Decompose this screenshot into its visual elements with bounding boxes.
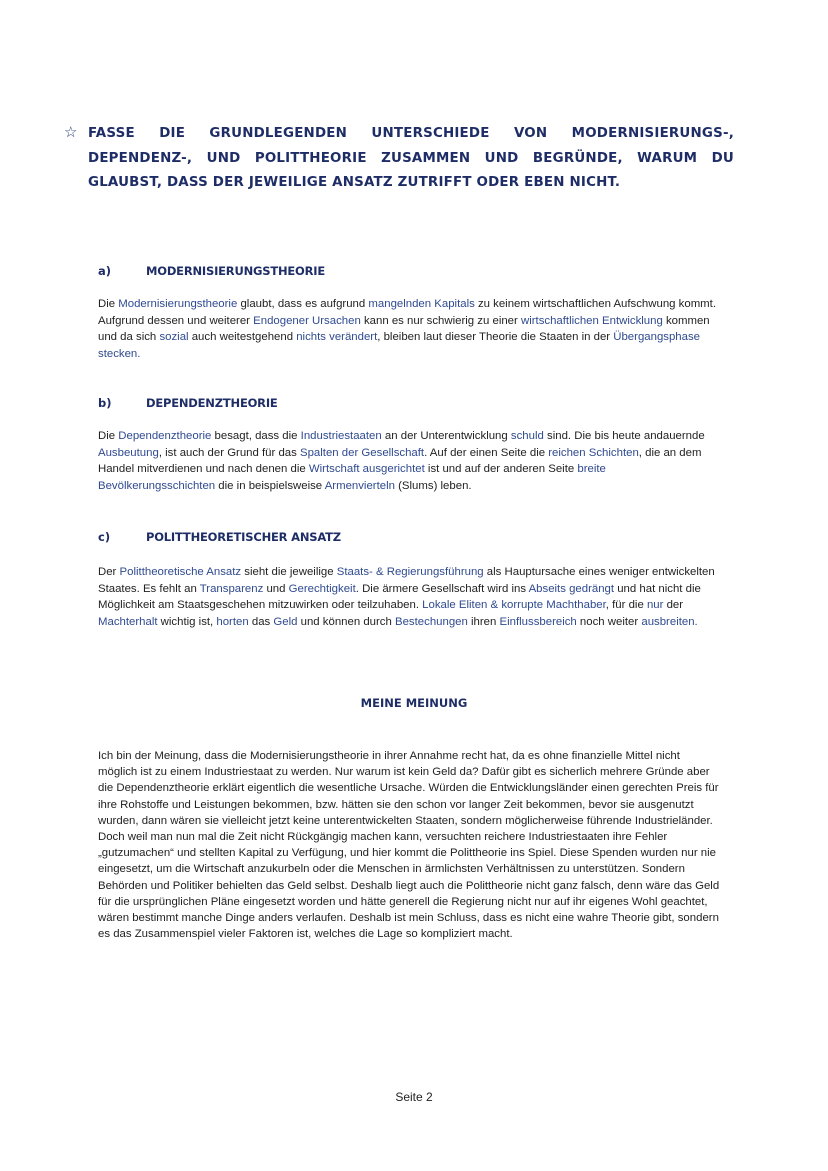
keyword: Industriestaaten (300, 430, 382, 442)
text-run: zu keinem wirtschaftlichen Aufschwung kommt. Aufgrund dessen und weiterer (98, 298, 716, 327)
text-run: besagt, dass die (211, 430, 301, 442)
keyword: Machterhalt (98, 615, 158, 628)
text-run: (Slums) leben. (394, 479, 472, 492)
text-run: an der Unterentwicklung (381, 430, 511, 442)
keyword: Spalten der Gesellschaft (300, 446, 425, 459)
section-letter: b) (98, 396, 112, 410)
opinion-paragraph: Ich bin der Meinung, dass die Modernisierungstheorie in ihrer Annahme recht hat, da es ohne finanzielle Mittel nicht möglich ist zu einem Industriestaat zu werden. Nur warum ist kein Geld da? Dafür gibt es sicherlich mehrere Gründe aber die Dependenztheorie erklärt eigentlich die wesentliche Ursache. Würden die Entwicklungsländer einen gerechten Preis für ihre Rohstoffe und Leistungen bekommen, bzw. hätten sie den schon vor langer Zeit bekommen, bevor sie ausgenutzt wurden, dann wären sie vielleicht jetzt keine unterentwickelten Staaten, sondern möglicherweise führende Industrieländer. Doch weil man nun mal die Zeit nicht Rückgängig machen kann, versuchten reichere Industriestaaten ihre Fehler „gutzumachen“ und stellten Kapital zu Verfügung, und hier kommt die Polittheorie ins Spiel. Diese Spenden wurden nur nie eingesetzt, um die Wirtschaft anzukurbeln oder die Menschen in ärmlichsten Verhältnissen zu unterstützen. Sondern Behörden und Politiker behielten das Geld selbst. Deshalb liegt auch die Polittheorie nicht ganz falsch, denn wäre das Geld für die ursprünglichen Pläne eingesetzt worden und hätte generell die Regierung nicht nur auf ihr eigenes Wohl geachtet, wären bestimmt manche Dinge anders verlaufen. Deshalb ist mein Schluss, dass es nicht eine wahre Theorie gibt, sondern es das Zusammenspiel vieler Faktoren ist, welches die Lage so kompliziert macht. (98, 750, 720, 941)
opinion-title: MEINE MEINUNG (360, 696, 468, 710)
text-run: wichtig ist, (157, 615, 217, 628)
keyword: Wirtschaft ausgerichtet (308, 463, 425, 476)
keyword: Modernisierungstheorie (118, 298, 238, 310)
section-letter: c) (98, 530, 111, 544)
text-run: und (263, 582, 289, 595)
text-run: . Die ärmere Gesellschaft wird ins (355, 582, 529, 595)
text-run: Die (98, 298, 119, 310)
text-run: Die (98, 430, 119, 442)
keyword: mangelnden Kapitals (368, 298, 475, 310)
text-run: und hat nicht die Möglichkeit am Staatsgeschehen mitzuwirken oder teilzuhaben. (98, 582, 701, 612)
task-text: FASSE DIE GRUNDLEGENDEN UNTERSCHIEDE VON MODERNISIERUNGS-, DEPENDENZ-, UND POLITTHEORIE ZUSAMMEN UND BEGRÜNDE, WARUM DU GLAUBST, DASS DER JEWEILIGE ANSATZ ZUTRIFFT ODER EBEN NICHT. (88, 126, 734, 190)
text-run: und können durch (297, 615, 395, 628)
keyword: Geld (273, 615, 298, 628)
text-run: , ist auch der Grund für das (158, 446, 300, 459)
text-run: kann es nur schwierig zu einer (360, 314, 521, 327)
section-a (98, 264, 722, 362)
text-run: glaubt, dass es aufgrund (237, 298, 369, 310)
keyword: Ausbeutung (98, 446, 159, 459)
keyword: Armenvierteln (324, 479, 395, 492)
text-run: sieht die jeweilige (241, 566, 337, 578)
text-run: der (663, 599, 684, 612)
keyword: Transparenz (199, 582, 264, 595)
text-run: auch weitestgehend (188, 331, 297, 344)
star-icon: ☆ (64, 124, 78, 141)
keyword: sozial (159, 331, 189, 344)
text-run: sind. Die bis heute andauernde (543, 430, 705, 442)
text-run: ihren (467, 615, 500, 628)
keyword: ausbreiten. (641, 615, 698, 628)
keyword: nichts verändert (296, 331, 378, 344)
keyword: Bestechungen (395, 615, 468, 628)
section-paragraph (98, 564, 722, 630)
section-title: POLITTHEORETISCHER ANSATZ (146, 530, 341, 544)
section-paragraph (98, 428, 722, 494)
text-run: als Hauptursache eines weniger entwickelten Staates. Es fehlt an (98, 566, 715, 595)
section-paragraph (98, 296, 722, 362)
section-title: MODERNISIERUNGSTHEORIE (146, 264, 326, 278)
section-letter: a) (98, 264, 112, 278)
page-number: Seite 2 (395, 1090, 433, 1104)
section-title: DEPENDENZTHEORIE (146, 396, 278, 410)
text-run: , die an dem Handel mitverdienen und nach denen die (98, 446, 702, 476)
keyword: breite Bevölkerungsschichten (98, 463, 606, 492)
keyword: Gerechtigkeit (288, 582, 356, 595)
text-run: das (248, 615, 274, 628)
text-run: die in beispielsweise (215, 479, 325, 492)
section-b (98, 396, 722, 494)
text-run: kommen und da sich (98, 314, 710, 344)
keyword: Übergangsphase stecken. (98, 331, 701, 360)
text-run: , für die (605, 599, 647, 612)
keyword: wirtschaftlichen Entwicklung (520, 314, 663, 327)
keyword: schuld (510, 430, 544, 442)
keyword: nur (646, 599, 664, 612)
keyword: Polittheoretische Ansatz (119, 566, 242, 578)
keyword: Abseits gedrängt (528, 582, 615, 595)
keyword: reichen Schichten (548, 446, 639, 459)
keyword: horten (216, 615, 249, 628)
keyword: Dependenztheorie (118, 430, 212, 442)
text-run: , bleiben laut dieser Theorie die Staaten in der (377, 331, 614, 344)
keyword: Lokale Eliten & korrupte Machthaber (422, 599, 606, 612)
task-block (64, 122, 734, 196)
text-run: noch weiter (576, 615, 642, 628)
keyword: Endogener Ursachen (253, 314, 361, 327)
section-c (98, 530, 722, 630)
text-run: ist und auf der anderen Seite (424, 463, 578, 476)
keyword: Staats- & Regierungsführung (336, 566, 484, 578)
keyword: Einflussbereich (499, 615, 577, 628)
text-run: . Auf der einen Seite die (424, 446, 549, 459)
text-run: Der (98, 566, 120, 578)
